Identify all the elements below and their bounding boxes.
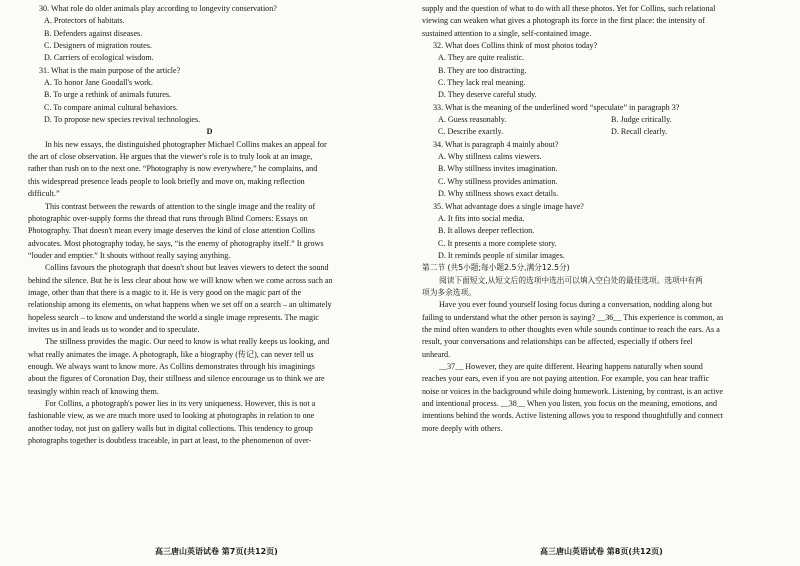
text-line: behind the silence. But he is less clear about how we will know when we come across such an xyxy=(28,275,333,285)
right-page-footer: 高三唐山英语试卷 第8页(共12页) xyxy=(540,546,663,556)
answer-option: A. To honor Jane Goodall's work. xyxy=(44,78,153,88)
answer-option: D. To propose new species revival technologies. xyxy=(44,115,201,125)
answer-option: D. Carriers of ecological wisdom. xyxy=(44,53,154,63)
instruction-text: 阅读下面短文,从短文后的选项中选出可以填入空白处的最佳选项。选项中有两 xyxy=(439,275,703,285)
text-line: enough. We always want to know more. As Collins demonstrates through his imaginings xyxy=(28,361,315,371)
text-line: supply and the question of what to do with all these photos. Yet for Collins, such relational xyxy=(422,4,716,13)
text-line: more deeply with others. xyxy=(422,423,503,433)
answer-option: D. Recall clearly. xyxy=(611,127,668,137)
text-line: “louder and emptier.” It shouts without really saying anything. xyxy=(28,250,231,260)
paragraph-start: The stillness provides the magic. Our need to know is what really keeps us looking, and xyxy=(45,337,330,347)
left-page-footer: 高三唐山英语试卷 第7页(共12页) xyxy=(155,546,278,556)
question-stem: 31. What is the main purpose of the article? xyxy=(39,65,181,75)
section-heading: D xyxy=(206,127,213,137)
paragraph-start: Collins favours the photograph that doesn't shout but leaves viewers to detect the sound xyxy=(45,263,329,273)
text-line: fashionable view, as we are much more used to looking at photographs in relation to one xyxy=(28,411,315,421)
answer-option: A. Why stillness calms viewers. xyxy=(438,152,542,162)
instruction-text: 项为多余选项。 xyxy=(422,287,476,297)
answer-option: B. To urge a rethink of animals futures. xyxy=(44,90,172,100)
question-stem: 30. What role do older animals play according to longevity conservation? xyxy=(39,4,277,13)
answer-option: C. Designers of migration routes. xyxy=(44,41,152,51)
text-line: and intentional process. __38__ When you listen, you focus on the meaning, emotions, and xyxy=(422,399,717,408)
answer-option: A. Protectors of habitats. xyxy=(44,16,125,26)
paragraph-start: __37__ However, they are quite different. Hearing happens naturally when sound xyxy=(439,361,703,371)
text-line: difficult.” xyxy=(28,189,60,199)
question-stem: 34. What is paragraph 4 mainly about? xyxy=(433,139,559,149)
answer-option: A. They are quite realistic. xyxy=(438,53,525,63)
answer-option: B. Judge critically. xyxy=(611,115,672,125)
answer-option: C. It presents a more complete story. xyxy=(438,238,557,248)
paragraph-start: For Collins, a photograph's power lies in its very uniqueness. However, this is not a xyxy=(45,399,316,408)
text-line: unheard. xyxy=(422,349,451,359)
answer-option: C. To compare animal cultural behaviors. xyxy=(44,102,178,112)
text-line: viewing can weaken what gives a photograph its force in the first place: the intensity of xyxy=(422,16,705,26)
option-row xyxy=(422,126,784,138)
option-row xyxy=(422,114,784,126)
text-line: photographs together is doubtless traceable, in part at least, to the phenomenon of over- xyxy=(28,436,312,446)
answer-option: C. Describe exactly. xyxy=(438,127,504,137)
text-line: this widespread presence leads people to look briefly and move on, making reflection xyxy=(28,176,305,186)
answer-option: B. Why stillness invites imagination. xyxy=(438,164,558,174)
text-line: sustained attention to a single, self-contained image. xyxy=(422,28,592,38)
text-line: failing to understand what the other person is saying? __36__ This experience is common, as xyxy=(422,312,724,322)
text-line: Photography. That doesn't mean every image deserves the kind of close attention Collins xyxy=(28,226,315,236)
text-line: relationship among its elements, on what happens when we set off on a search – an ultimately xyxy=(28,300,332,310)
left-page-column xyxy=(28,3,391,447)
text-line: image, other than that there is a magic to it. He is very good on the magic part of the xyxy=(28,287,302,297)
text-line: noise or voices in the background while doing homework. Listening, by contrast, is an active xyxy=(422,386,723,396)
text-line: photographic over-supply forms the thread that runs through Blind Corners: Essays on xyxy=(28,213,308,223)
question-stem: 33. What is the meaning of the underlined word “speculate” in paragraph 3? xyxy=(433,102,680,112)
text-line: rather than rush on to the next one. “Photography is now everywhere,” he complains, and xyxy=(28,164,318,174)
text-line: result, your conversations and relationships can be affected, especially if others feel xyxy=(422,337,693,347)
right-page-column xyxy=(422,3,784,435)
text-line: teasingly within reach of knowing them. xyxy=(28,386,159,396)
text-line: about the figures of Coronation Day, their stillness and silence encourage us to think we are xyxy=(28,374,325,384)
text-line: another today, not just on gallery walls but in digital collections. This tendency to group xyxy=(28,423,313,433)
paragraph-start: In his new essays, the distinguished photographer Michael Collins makes an appeal for xyxy=(45,139,327,149)
text-line: invites us in and leads us to wonder and to speculate. xyxy=(28,324,200,334)
answer-option: C. Why stillness provides animation. xyxy=(438,176,558,186)
text-line: the mind often wanders to other thoughts even while sounds continue to reach the ears. As a xyxy=(422,324,720,334)
text-line: the art of close observation. He argues that the viewer's role is to truly look at an image, xyxy=(28,152,313,162)
answer-option: B. It allows deeper reflection. xyxy=(438,226,535,236)
answer-option: B. Defenders against diseases. xyxy=(44,28,143,38)
text-line: advocates. Most photography today, he says, “is the enemy of photography itself.” It grows xyxy=(28,238,324,248)
answer-option: A. Guess reasonably. xyxy=(438,115,507,125)
text-line: what really animates the image. A photograph, like a biography (传记), can never tell us xyxy=(28,349,314,359)
answer-option: D. It reminds people of similar images. xyxy=(438,250,565,260)
text-line: reaches your ears, even if you are not paying attention. For example, you can hear traffic xyxy=(422,374,710,384)
answer-option: C. They lack real meaning. xyxy=(438,78,526,88)
answer-option: D. Why stillness shows exact details. xyxy=(438,189,559,199)
text-line: intentions behind the words. Active listening allows you to respond thoughtfully and connect xyxy=(422,411,723,421)
question-stem: 35. What advantage does a single image have? xyxy=(433,201,584,211)
answer-option: B. They are too distracting. xyxy=(438,65,527,75)
section-title: 第二节 (共5小题;每小题2.5分,满分12.5分) xyxy=(422,263,570,273)
answer-option: D. They deserve careful study. xyxy=(438,90,537,100)
text-line: hopeless search – to know and understand the world a single image represents. The magic xyxy=(28,312,319,322)
paragraph-start: Have you ever found yourself losing focus during a conversation, nodding along but xyxy=(439,300,713,310)
answer-option: A. It fits into social media. xyxy=(438,213,525,223)
question-stem: 32. What does Collins think of most photos today? xyxy=(433,41,598,51)
paragraph-start: This contrast between the rewards of attention to the single image and the reality of xyxy=(45,201,316,211)
